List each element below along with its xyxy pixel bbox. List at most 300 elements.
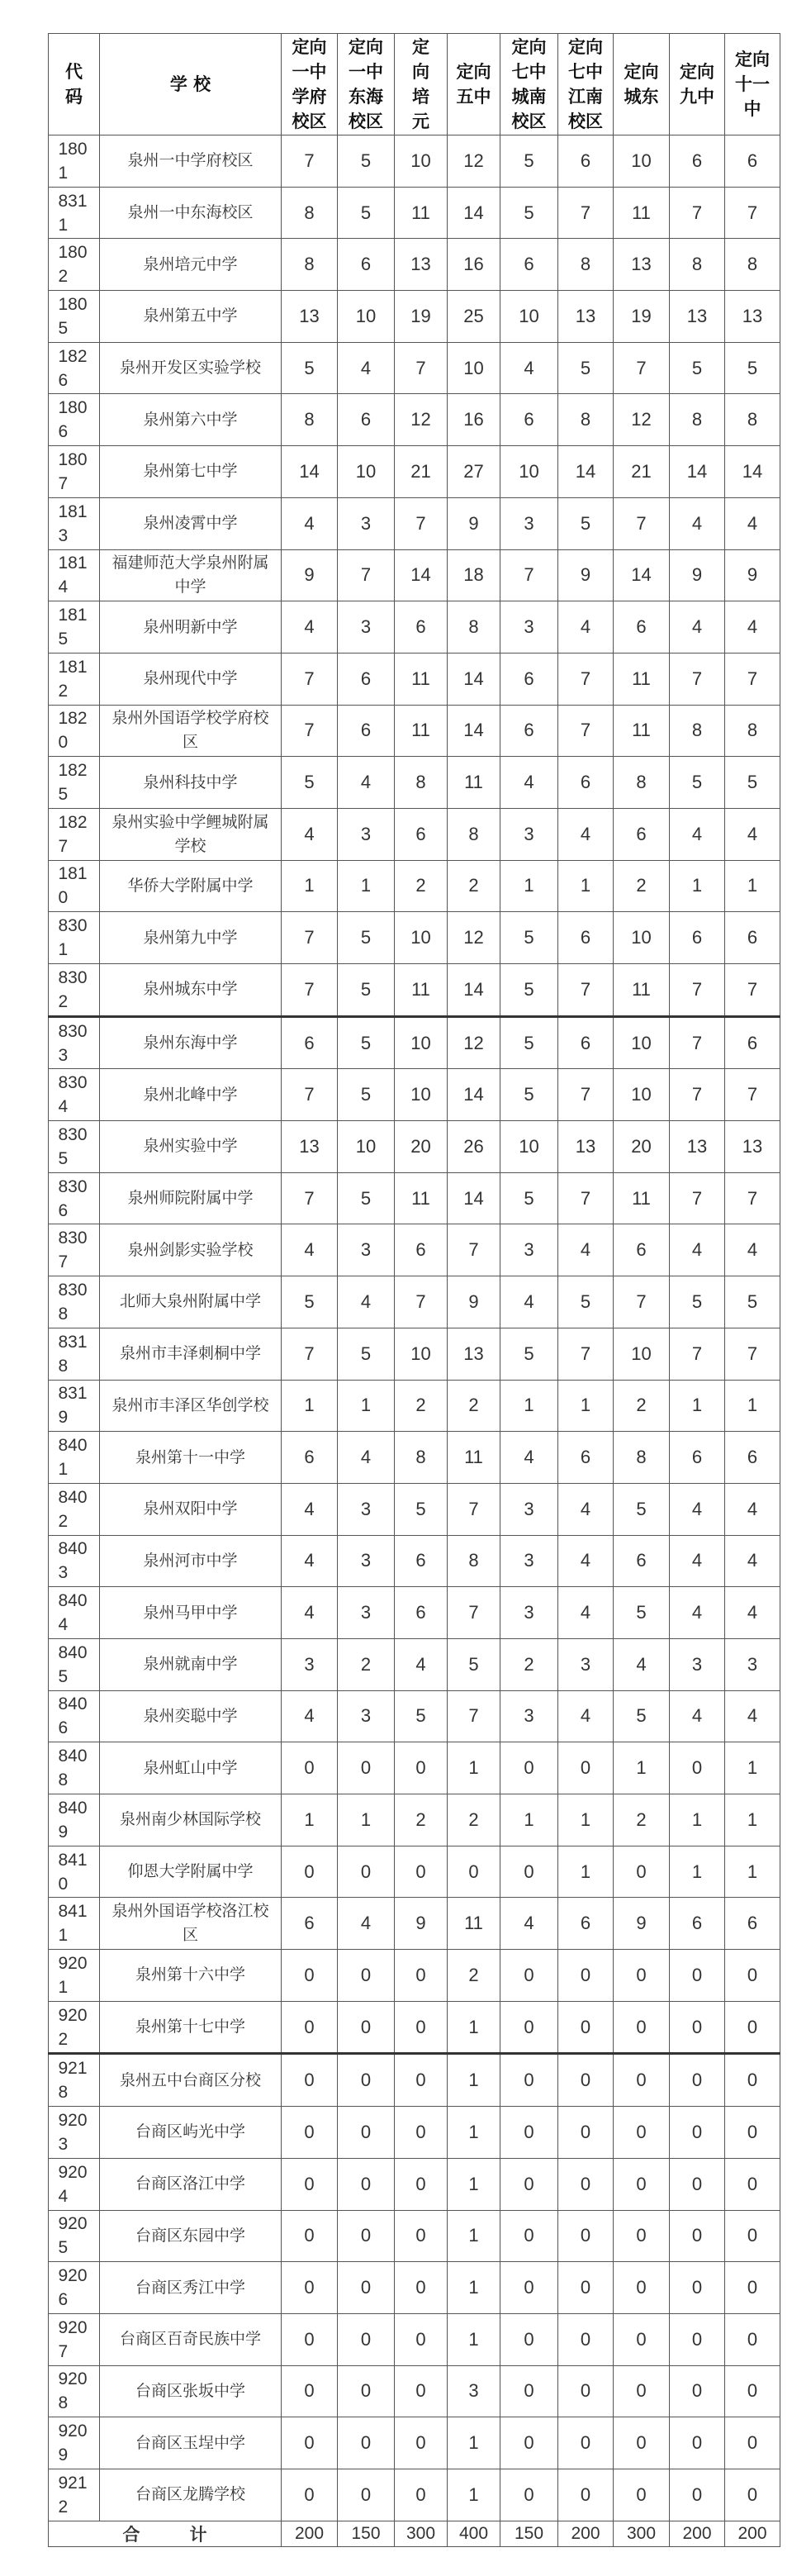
- school-code-cell: [49, 135, 100, 188]
- header-col-1: 定向 一中 学府 校区: [282, 34, 338, 135]
- school-name: 台商区洛江中学: [100, 2158, 282, 2210]
- quota-value: 7: [282, 1069, 338, 1121]
- quota-value: 4: [558, 1224, 614, 1276]
- school-name: 泉州东海中学: [100, 1016, 282, 1069]
- school-name: 泉州虹山中学: [100, 1742, 282, 1794]
- quota-value: 10: [448, 342, 500, 394]
- quota-value: 12: [448, 912, 500, 964]
- school-code: 1802: [58, 243, 88, 287]
- quota-value: 3: [500, 1587, 558, 1639]
- table-row: [49, 1742, 780, 1794]
- quota-value: 2: [448, 1380, 500, 1432]
- school-code-cell: [49, 2107, 100, 2159]
- quota-value: 0: [395, 2417, 448, 2469]
- quota-value: 1: [500, 1380, 558, 1432]
- quota-value: 7: [670, 653, 725, 705]
- quota-value: 8: [282, 394, 338, 446]
- quota-value: 8: [282, 239, 338, 291]
- quota-value: 6: [670, 912, 725, 964]
- quota-value: 0: [558, 2365, 614, 2417]
- quota-value: 6: [558, 1016, 614, 1069]
- quota-value: 14: [395, 549, 448, 601]
- school-code: 8318: [58, 1332, 88, 1376]
- quota-value: 1: [558, 1380, 614, 1432]
- school-code: 8306: [58, 1176, 88, 1220]
- quota-value: 14: [448, 1172, 500, 1224]
- school-code: 9218: [58, 2059, 88, 2103]
- quota-value: 0: [395, 1950, 448, 2002]
- quota-value: 5: [395, 1690, 448, 1742]
- school-name: 泉州培元中学: [100, 239, 282, 291]
- quota-value: 11: [614, 187, 670, 239]
- school-name: 泉州奕聪中学: [100, 1690, 282, 1742]
- quota-value: 0: [614, 2469, 670, 2521]
- quota-value: 0: [282, 2001, 338, 2054]
- quota-value: 4: [725, 1587, 780, 1639]
- quota-value: 4: [282, 601, 338, 654]
- school-code: 9202: [58, 2005, 88, 2049]
- quota-value: 11: [395, 187, 448, 239]
- quota-value: 0: [395, 2313, 448, 2365]
- quota-value: 9: [558, 549, 614, 601]
- quota-value: 10: [338, 1121, 395, 1173]
- school-name: 泉州外国语学校洛江校区: [100, 1898, 282, 1950]
- quota-value: 0: [395, 2107, 448, 2159]
- school-code-cell: [49, 1224, 100, 1276]
- quota-value: 3: [500, 1483, 558, 1535]
- quota-value: 1: [338, 1380, 395, 1432]
- table-row: [49, 1794, 780, 1846]
- quota-value: 7: [558, 187, 614, 239]
- quota-value: 0: [338, 2054, 395, 2107]
- school-name: 泉州实验中学鲤城附属学校: [100, 808, 282, 860]
- total-value: 300: [395, 2521, 448, 2546]
- school-code-cell: [49, 2001, 100, 2054]
- quota-value: 0: [338, 1742, 395, 1794]
- school-name: 泉州城东中学: [100, 964, 282, 1017]
- school-code-cell: [49, 291, 100, 343]
- school-code-cell: [49, 1380, 100, 1432]
- table-row: [49, 1069, 780, 1121]
- quota-value: 13: [448, 1328, 500, 1380]
- quota-value: 0: [282, 1846, 338, 1898]
- quota-value: 0: [500, 2001, 558, 2054]
- school-name: 台商区百奇民族中学: [100, 2313, 282, 2365]
- quota-value: 0: [500, 2417, 558, 2469]
- quota-value: 9: [395, 1898, 448, 1950]
- quota-value: 4: [725, 1690, 780, 1742]
- table-row: [49, 964, 780, 1017]
- quota-value: 4: [282, 497, 338, 549]
- table-row: [49, 2313, 780, 2365]
- school-code: 9207: [58, 2317, 88, 2361]
- quota-value: 6: [282, 1898, 338, 1950]
- quota-value: 2: [395, 860, 448, 912]
- quota-value: 7: [282, 1328, 338, 1380]
- quota-value: 6: [282, 1016, 338, 1069]
- quota-value: 3: [500, 497, 558, 549]
- quota-value: 21: [395, 446, 448, 498]
- quota-value: 0: [558, 2313, 614, 2365]
- school-code-cell: [49, 2365, 100, 2417]
- quota-value: 7: [282, 1172, 338, 1224]
- quota-value: 18: [448, 549, 500, 601]
- quota-value: 0: [725, 2417, 780, 2469]
- school-code: 1813: [58, 501, 88, 545]
- quota-value: 11: [395, 964, 448, 1017]
- school-code: 8304: [58, 1073, 88, 1117]
- school-code-cell: [49, 1898, 100, 1950]
- quota-value: 6: [614, 1535, 670, 1587]
- school-code-cell: [49, 1121, 100, 1173]
- quota-value: 7: [282, 912, 338, 964]
- quota-value: 13: [614, 239, 670, 291]
- quota-value: 3: [500, 808, 558, 860]
- quota-value: 5: [448, 1638, 500, 1690]
- school-name: 泉州第五中学: [100, 291, 282, 343]
- quota-value: 4: [725, 808, 780, 860]
- quota-value: 0: [725, 2054, 780, 2107]
- quota-value: 7: [448, 1587, 500, 1639]
- table-row: [49, 2054, 780, 2107]
- quota-value: 6: [558, 912, 614, 964]
- header-col-4: 定向 五中: [448, 34, 500, 135]
- quota-value: 7: [725, 653, 780, 705]
- table-row: [49, 239, 780, 291]
- school-code-cell: [49, 1794, 100, 1846]
- table-row: [49, 2365, 780, 2417]
- quota-value: 5: [500, 1172, 558, 1224]
- quota-value: 5: [500, 912, 558, 964]
- quota-value: 3: [500, 1535, 558, 1587]
- quota-value: 6: [338, 705, 395, 757]
- quota-value: 5: [558, 497, 614, 549]
- school-code: 8408: [58, 1747, 88, 1790]
- quota-value: 0: [395, 2001, 448, 2054]
- quota-value: 0: [338, 2001, 395, 2054]
- quota-value: 4: [282, 808, 338, 860]
- quota-value: 1: [558, 860, 614, 912]
- quota-value: 0: [500, 2313, 558, 2365]
- quota-value: 1: [725, 860, 780, 912]
- school-code: 1810: [58, 864, 88, 908]
- quota-value: 9: [725, 549, 780, 601]
- quota-value: 5: [725, 757, 780, 809]
- quota-value: 0: [338, 2365, 395, 2417]
- quota-value: 13: [725, 1121, 780, 1173]
- quota-value: 12: [448, 135, 500, 188]
- header-code: 代 码: [49, 34, 100, 135]
- quota-value: 0: [614, 1950, 670, 2002]
- quota-value: 6: [558, 757, 614, 809]
- quota-value: 21: [614, 446, 670, 498]
- quota-value: 4: [338, 1276, 395, 1328]
- quota-value: 5: [338, 135, 395, 188]
- quota-value: 0: [282, 2054, 338, 2107]
- header-col-9: 定向 十一 中: [725, 34, 780, 135]
- quota-value: 0: [282, 2158, 338, 2210]
- quota-value: 1: [282, 1794, 338, 1846]
- quota-value: 7: [395, 1276, 448, 1328]
- school-name: 泉州明新中学: [100, 601, 282, 654]
- school-name: 泉州一中学府校区: [100, 135, 282, 188]
- school-code-cell: [49, 2210, 100, 2262]
- school-code: 9204: [58, 2162, 88, 2206]
- quota-value: 4: [670, 601, 725, 654]
- quota-value: 5: [558, 1276, 614, 1328]
- quota-value: 0: [614, 2001, 670, 2054]
- quota-value: 0: [395, 2054, 448, 2107]
- quota-value: 4: [670, 1690, 725, 1742]
- school-name: 泉州南少林国际学校: [100, 1794, 282, 1846]
- quota-value: 7: [670, 964, 725, 1017]
- quota-value: 2: [395, 1380, 448, 1432]
- quota-value: 5: [725, 342, 780, 394]
- total-value: 300: [614, 2521, 670, 2546]
- quota-value: 6: [725, 135, 780, 188]
- school-code: 1805: [58, 294, 88, 338]
- quota-value: 0: [558, 1742, 614, 1794]
- quota-value: 4: [282, 1224, 338, 1276]
- school-name: 泉州第七中学: [100, 446, 282, 498]
- quota-value: 4: [500, 1898, 558, 1950]
- quota-value: 0: [670, 2469, 725, 2521]
- table-row: [49, 1690, 780, 1742]
- school-code: 1801: [58, 139, 88, 183]
- quota-value: 6: [558, 1898, 614, 1950]
- school-name: 泉州市丰泽区华创学校: [100, 1380, 282, 1432]
- school-code-cell: [49, 705, 100, 757]
- quota-value: 3: [500, 601, 558, 654]
- quota-value: 0: [338, 2107, 395, 2159]
- quota-value: 9: [448, 1276, 500, 1328]
- quota-value: 0: [614, 2107, 670, 2159]
- total-row: [49, 2521, 780, 2546]
- quota-value: 7: [670, 1328, 725, 1380]
- total-value: 200: [558, 2521, 614, 2546]
- quota-value: 1: [558, 1846, 614, 1898]
- table-row: [49, 1328, 780, 1380]
- quota-value: 5: [338, 1172, 395, 1224]
- quota-value: 7: [670, 187, 725, 239]
- quota-value: 4: [670, 808, 725, 860]
- quota-value: 7: [558, 1172, 614, 1224]
- quota-value: 10: [614, 1016, 670, 1069]
- school-code-cell: [49, 860, 100, 912]
- total-value: 200: [725, 2521, 780, 2546]
- quota-value: 5: [282, 757, 338, 809]
- quota-value: 5: [338, 1016, 395, 1069]
- quota-value: 0: [282, 2210, 338, 2262]
- table-row: [49, 2417, 780, 2469]
- school-code: 9201: [58, 1953, 88, 1997]
- quota-value: 3: [448, 2365, 500, 2417]
- quota-value: 5: [500, 187, 558, 239]
- quota-value: 3: [338, 601, 395, 654]
- quota-value: 10: [395, 912, 448, 964]
- quota-value: 0: [500, 2365, 558, 2417]
- quota-value: 6: [500, 394, 558, 446]
- quota-value: 7: [338, 549, 395, 601]
- header-col-7: 定向 城东: [614, 34, 670, 135]
- quota-value: 0: [558, 1950, 614, 2002]
- quota-value: 6: [670, 135, 725, 188]
- school-name: 泉州第六中学: [100, 394, 282, 446]
- school-code: 8403: [58, 1539, 88, 1583]
- table-row: [49, 1224, 780, 1276]
- quota-value: 4: [670, 1587, 725, 1639]
- school-code-cell: [49, 1328, 100, 1380]
- school-name: 台商区东园中学: [100, 2210, 282, 2262]
- quota-value: 1: [500, 860, 558, 912]
- quota-value: 5: [614, 1587, 670, 1639]
- quota-value: 5: [614, 1690, 670, 1742]
- quota-value: 0: [558, 2262, 614, 2314]
- quota-value: 0: [614, 2262, 670, 2314]
- quota-value: 1: [448, 2107, 500, 2159]
- quota-value: 0: [670, 1950, 725, 2002]
- header-col-8: 定向 九中: [670, 34, 725, 135]
- school-code: 8404: [58, 1591, 88, 1635]
- quota-value: 0: [282, 2107, 338, 2159]
- quota-value: 10: [395, 135, 448, 188]
- school-code: 1814: [58, 554, 88, 597]
- school-code-cell: [49, 1950, 100, 2002]
- table-row: [49, 1276, 780, 1328]
- quota-value: 1: [670, 1846, 725, 1898]
- table-row: [49, 394, 780, 446]
- quota-value: 3: [338, 1587, 395, 1639]
- quota-value: 12: [395, 394, 448, 446]
- quota-value: 12: [448, 1016, 500, 1069]
- quota-value: 8: [448, 1535, 500, 1587]
- table-row: [49, 187, 780, 239]
- quota-value: 1: [448, 2054, 500, 2107]
- table-body: [49, 135, 780, 2547]
- school-code-cell: [49, 2158, 100, 2210]
- quota-value: 11: [448, 1432, 500, 1484]
- quota-value: 0: [338, 1846, 395, 1898]
- quota-value: 5: [500, 1328, 558, 1380]
- quota-value: 11: [395, 705, 448, 757]
- school-code: 8405: [58, 1642, 88, 1686]
- quota-value: 6: [558, 135, 614, 188]
- quota-value: 6: [395, 1224, 448, 1276]
- quota-value: 7: [725, 1069, 780, 1121]
- quota-value: 1: [500, 1794, 558, 1846]
- header-col-3: 定 向 培 元: [395, 34, 448, 135]
- total-value: 200: [670, 2521, 725, 2546]
- quota-value: 4: [500, 342, 558, 394]
- table-row: [49, 1380, 780, 1432]
- school-name: 泉州第十六中学: [100, 1950, 282, 2002]
- quota-value: 0: [614, 2313, 670, 2365]
- quota-value: 12: [614, 394, 670, 446]
- quota-value: 3: [725, 1638, 780, 1690]
- quota-value: 3: [500, 1224, 558, 1276]
- quota-value: 0: [614, 2365, 670, 2417]
- quota-value: 7: [282, 964, 338, 1017]
- quota-value: 2: [395, 1794, 448, 1846]
- quota-value: 10: [500, 446, 558, 498]
- quota-value: 0: [395, 2262, 448, 2314]
- school-code: 8411: [58, 1902, 88, 1946]
- school-name: 泉州五中台商区分校: [100, 2054, 282, 2107]
- school-code: 1815: [58, 606, 88, 649]
- quota-value: 16: [448, 239, 500, 291]
- quota-value: 9: [670, 549, 725, 601]
- quota-value: 27: [448, 446, 500, 498]
- school-code: 9206: [58, 2266, 88, 2310]
- quota-value: 5: [670, 342, 725, 394]
- table-row: [49, 860, 780, 912]
- school-name: 台商区龙腾学校: [100, 2469, 282, 2521]
- quota-value: 0: [338, 2158, 395, 2210]
- quota-value: 7: [670, 1069, 725, 1121]
- quota-value: 6: [500, 705, 558, 757]
- quota-value: 0: [670, 2417, 725, 2469]
- school-code: 8401: [58, 1436, 88, 1480]
- table-row: [49, 446, 780, 498]
- quota-value: 0: [670, 2054, 725, 2107]
- quota-value: 4: [670, 497, 725, 549]
- school-code-cell: [49, 964, 100, 1017]
- quota-value: 5: [282, 342, 338, 394]
- quota-value: 6: [725, 1898, 780, 1950]
- quota-value: 0: [282, 2469, 338, 2521]
- quota-value: 3: [670, 1638, 725, 1690]
- quota-value: 11: [614, 1172, 670, 1224]
- quota-value: 11: [448, 757, 500, 809]
- quota-value: 3: [338, 1535, 395, 1587]
- quota-value: 9: [282, 549, 338, 601]
- quota-value: 0: [282, 2262, 338, 2314]
- quota-value: 0: [558, 2107, 614, 2159]
- quota-value: 1: [725, 1846, 780, 1898]
- school-code: 1807: [58, 449, 88, 493]
- quota-value: 13: [670, 291, 725, 343]
- quota-value: 6: [614, 601, 670, 654]
- school-code-cell: [49, 601, 100, 654]
- school-code: 8302: [58, 967, 88, 1011]
- school-code-cell: [49, 239, 100, 291]
- header-col-6: 定向 七中 江南 校区: [558, 34, 614, 135]
- quota-value: 0: [725, 2001, 780, 2054]
- school-name: 泉州第十七中学: [100, 2001, 282, 2054]
- quota-value: 6: [670, 1898, 725, 1950]
- quota-value: 1: [725, 1380, 780, 1432]
- quota-value: 4: [500, 757, 558, 809]
- school-code: 8303: [58, 1021, 88, 1065]
- quota-value: 0: [558, 2158, 614, 2210]
- quota-value: 0: [282, 1742, 338, 1794]
- quota-value: 14: [448, 1069, 500, 1121]
- quota-value: 3: [338, 1483, 395, 1535]
- quota-value: 0: [338, 2262, 395, 2314]
- school-code-cell: [49, 1535, 100, 1587]
- quota-value: 0: [500, 2262, 558, 2314]
- total-value: 150: [338, 2521, 395, 2546]
- table-row: [49, 1121, 780, 1173]
- quota-value: 5: [670, 1276, 725, 1328]
- quota-value: 0: [395, 2365, 448, 2417]
- quota-value: 0: [338, 2417, 395, 2469]
- school-code: 1812: [58, 657, 88, 701]
- school-code-cell: [49, 1016, 100, 1069]
- school-name: 泉州开发区实验学校: [100, 342, 282, 394]
- quota-value: 5: [338, 1069, 395, 1121]
- quota-value: 0: [282, 1950, 338, 2002]
